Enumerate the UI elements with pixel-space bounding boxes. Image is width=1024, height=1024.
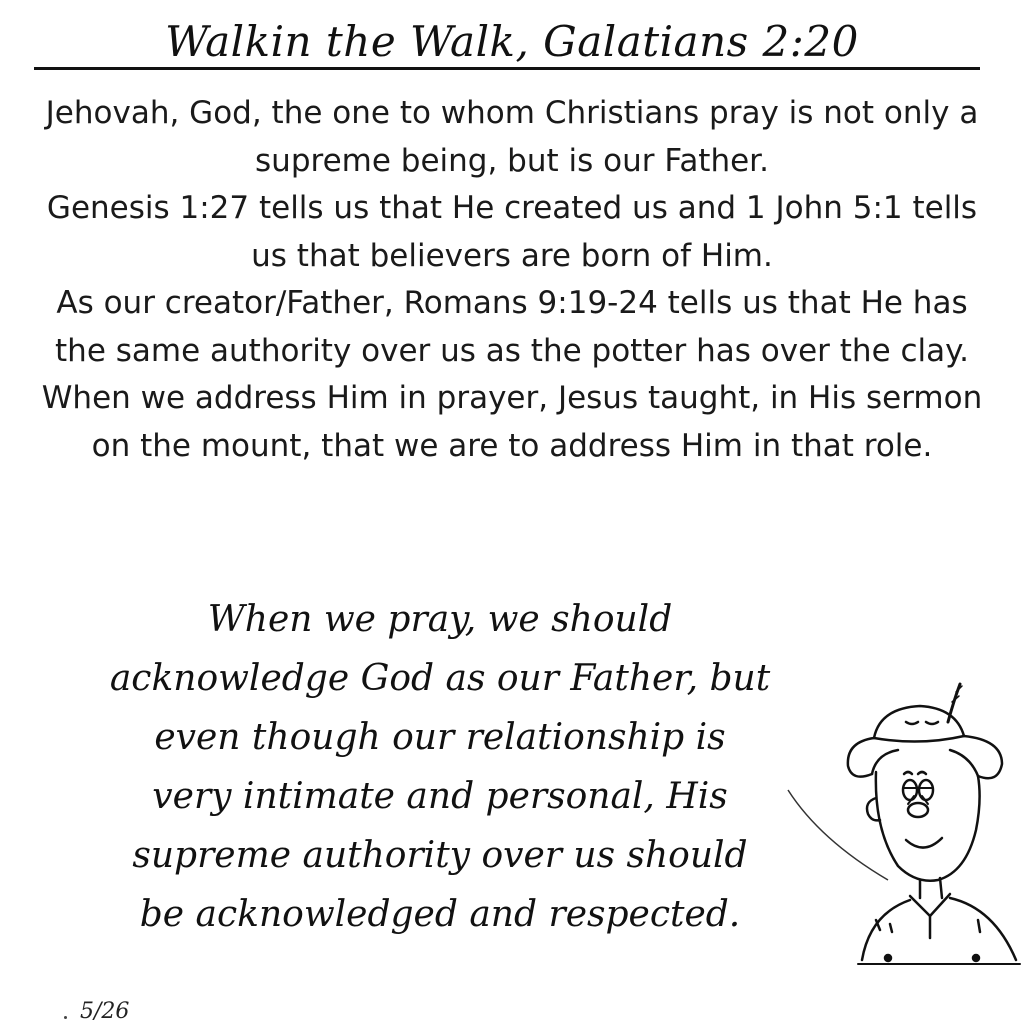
cartoon-man-icon [780,680,1024,970]
handwritten-line: even though our relationship is [154,717,726,758]
handwritten-line: acknowledge God as our Father, but [109,658,771,699]
title-underline [34,67,980,70]
paragraph: When we address Him in prayer, Jesus taught, in His sermon on the mount, that we are to address Him in that role. [41,380,983,464]
handwritten-message [40,590,840,944]
paragraph: As our creator/Father, Romans 9:19-24 tells us that He has the same authority over us as the potter has over the clay. [55,285,969,369]
handwritten-line: be acknowledged and respected. [139,894,741,935]
paragraph: Jehovah, God, the one to whom Christians pray is not only a supreme being, but is our Father. [45,95,979,179]
paragraph: Genesis 1:27 tells us that He created us and 1 John 5:1 tells us that believers are born of Him. [46,190,978,274]
handwritten-line: When we pray, we should [207,599,673,640]
page-title: Walkin the Walk, Galatians 2:20 [165,17,859,66]
page-mark [64,1016,67,1019]
handwritten-line: supreme authority over us should [132,835,748,876]
handwritten-line: very intimate and personal, His [152,776,728,817]
page-date: 5/26 [80,999,130,1024]
body-text [40,90,984,470]
